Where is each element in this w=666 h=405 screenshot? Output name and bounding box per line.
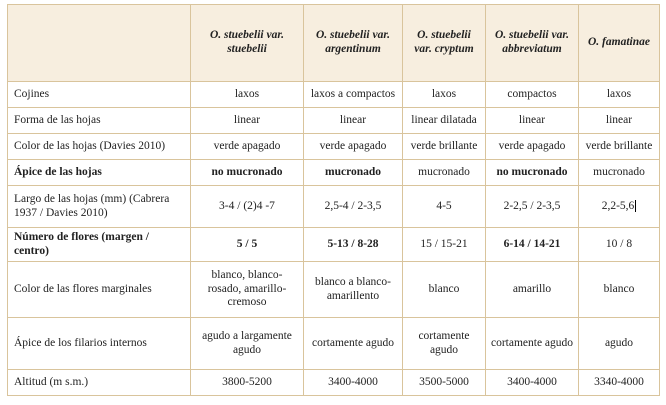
cell: verde apagado (304, 134, 403, 160)
cell: blanco (403, 262, 486, 318)
row-apice-filarios (8, 318, 660, 370)
cell: 3400-4000 (486, 370, 579, 396)
cell: agudo (579, 318, 660, 370)
header-stuebelii: O. stuebelii var. stuebelii (191, 5, 304, 82)
cell: mucronado (304, 160, 403, 186)
header-empty-cell (8, 5, 191, 82)
cell: cortamente agudo (403, 318, 486, 370)
row-label: Cojines (8, 82, 191, 108)
cell: 5-13 / 8-28 (304, 228, 403, 262)
cell: no mucronado (191, 160, 304, 186)
row-apice-hojas (8, 160, 660, 186)
cell: 4-5 (403, 186, 486, 228)
row-label: Forma de las hojas (8, 108, 191, 134)
cell: 5 / 5 (191, 228, 304, 262)
cell: cortamente agudo (486, 318, 579, 370)
cell: 6-14 / 14-21 (486, 228, 579, 262)
row-cojines (8, 82, 660, 108)
row-label: Número de flores (margen / centro) (8, 228, 191, 262)
row-label: Color de las flores marginales (8, 262, 191, 318)
cell: linear (579, 108, 660, 134)
row-label: Altitud (m s.m.) (8, 370, 191, 396)
row-altitud (8, 370, 660, 396)
cell: verde apagado (191, 134, 304, 160)
cell: linear (191, 108, 304, 134)
row-label: Color de las hojas (Davies 2010) (8, 134, 191, 160)
row-largo-hojas (8, 186, 660, 228)
cell: 2,5-4 / 2-3,5 (304, 186, 403, 228)
cell: amarillo (486, 262, 579, 318)
text-cursor: 2,2-5,6 (601, 199, 635, 212)
row-label: Ápice de las hojas (8, 160, 191, 186)
cell: 10 / 8 (579, 228, 660, 262)
cell (579, 186, 660, 228)
cell: compactos (486, 82, 579, 108)
row-numero-flores (8, 228, 660, 262)
comparison-table (7, 4, 660, 396)
cell: laxos (191, 82, 304, 108)
cell: linear (486, 108, 579, 134)
cell: linear dilatada (403, 108, 486, 134)
cell: 15 / 15-21 (403, 228, 486, 262)
cell: agudo a largamente agudo (191, 318, 304, 370)
cell: verde brillante (579, 134, 660, 160)
row-color-flores (8, 262, 660, 318)
cell: blanco (579, 262, 660, 318)
comparison-table-container (7, 4, 660, 396)
cell: 2-2,5 / 2-3,5 (486, 186, 579, 228)
cell: mucronado (579, 160, 660, 186)
cell: 3500-5000 (403, 370, 486, 396)
cell: 3340-4000 (579, 370, 660, 396)
cell: 3-4 / (2)4 -7 (191, 186, 304, 228)
cell: 3400-4000 (304, 370, 403, 396)
header-argentinum: O. stuebelii var. argentinum (304, 5, 403, 82)
row-label: Ápice de los filarios internos (8, 318, 191, 370)
header-famatinae: O. famatinae (579, 5, 660, 82)
cell: cortamente agudo (304, 318, 403, 370)
cell: no mucronado (486, 160, 579, 186)
cell: mucronado (403, 160, 486, 186)
header-cryptum: O. stuebelii var. cryptum (403, 5, 486, 82)
header-row (8, 5, 660, 82)
row-label: Largo de las hojas (mm) (Cabrera 1937 / Davies 2010) (8, 186, 191, 228)
row-color-hojas (8, 134, 660, 160)
row-forma-hojas (8, 108, 660, 134)
header-abbreviatum: O. stuebelii var. abbreviatum (486, 5, 579, 82)
cell: blanco a blanco-amarillento (304, 262, 403, 318)
cell: verde brillante (403, 134, 486, 160)
cell: blanco, blanco-rosado, amarillo-cremoso (191, 262, 304, 318)
cell: laxos (403, 82, 486, 108)
cell: laxos (579, 82, 660, 108)
cell: verde apagado (486, 134, 579, 160)
cell: laxos a compactos (304, 82, 403, 108)
cell: 3800-5200 (191, 370, 304, 396)
cell: linear (304, 108, 403, 134)
